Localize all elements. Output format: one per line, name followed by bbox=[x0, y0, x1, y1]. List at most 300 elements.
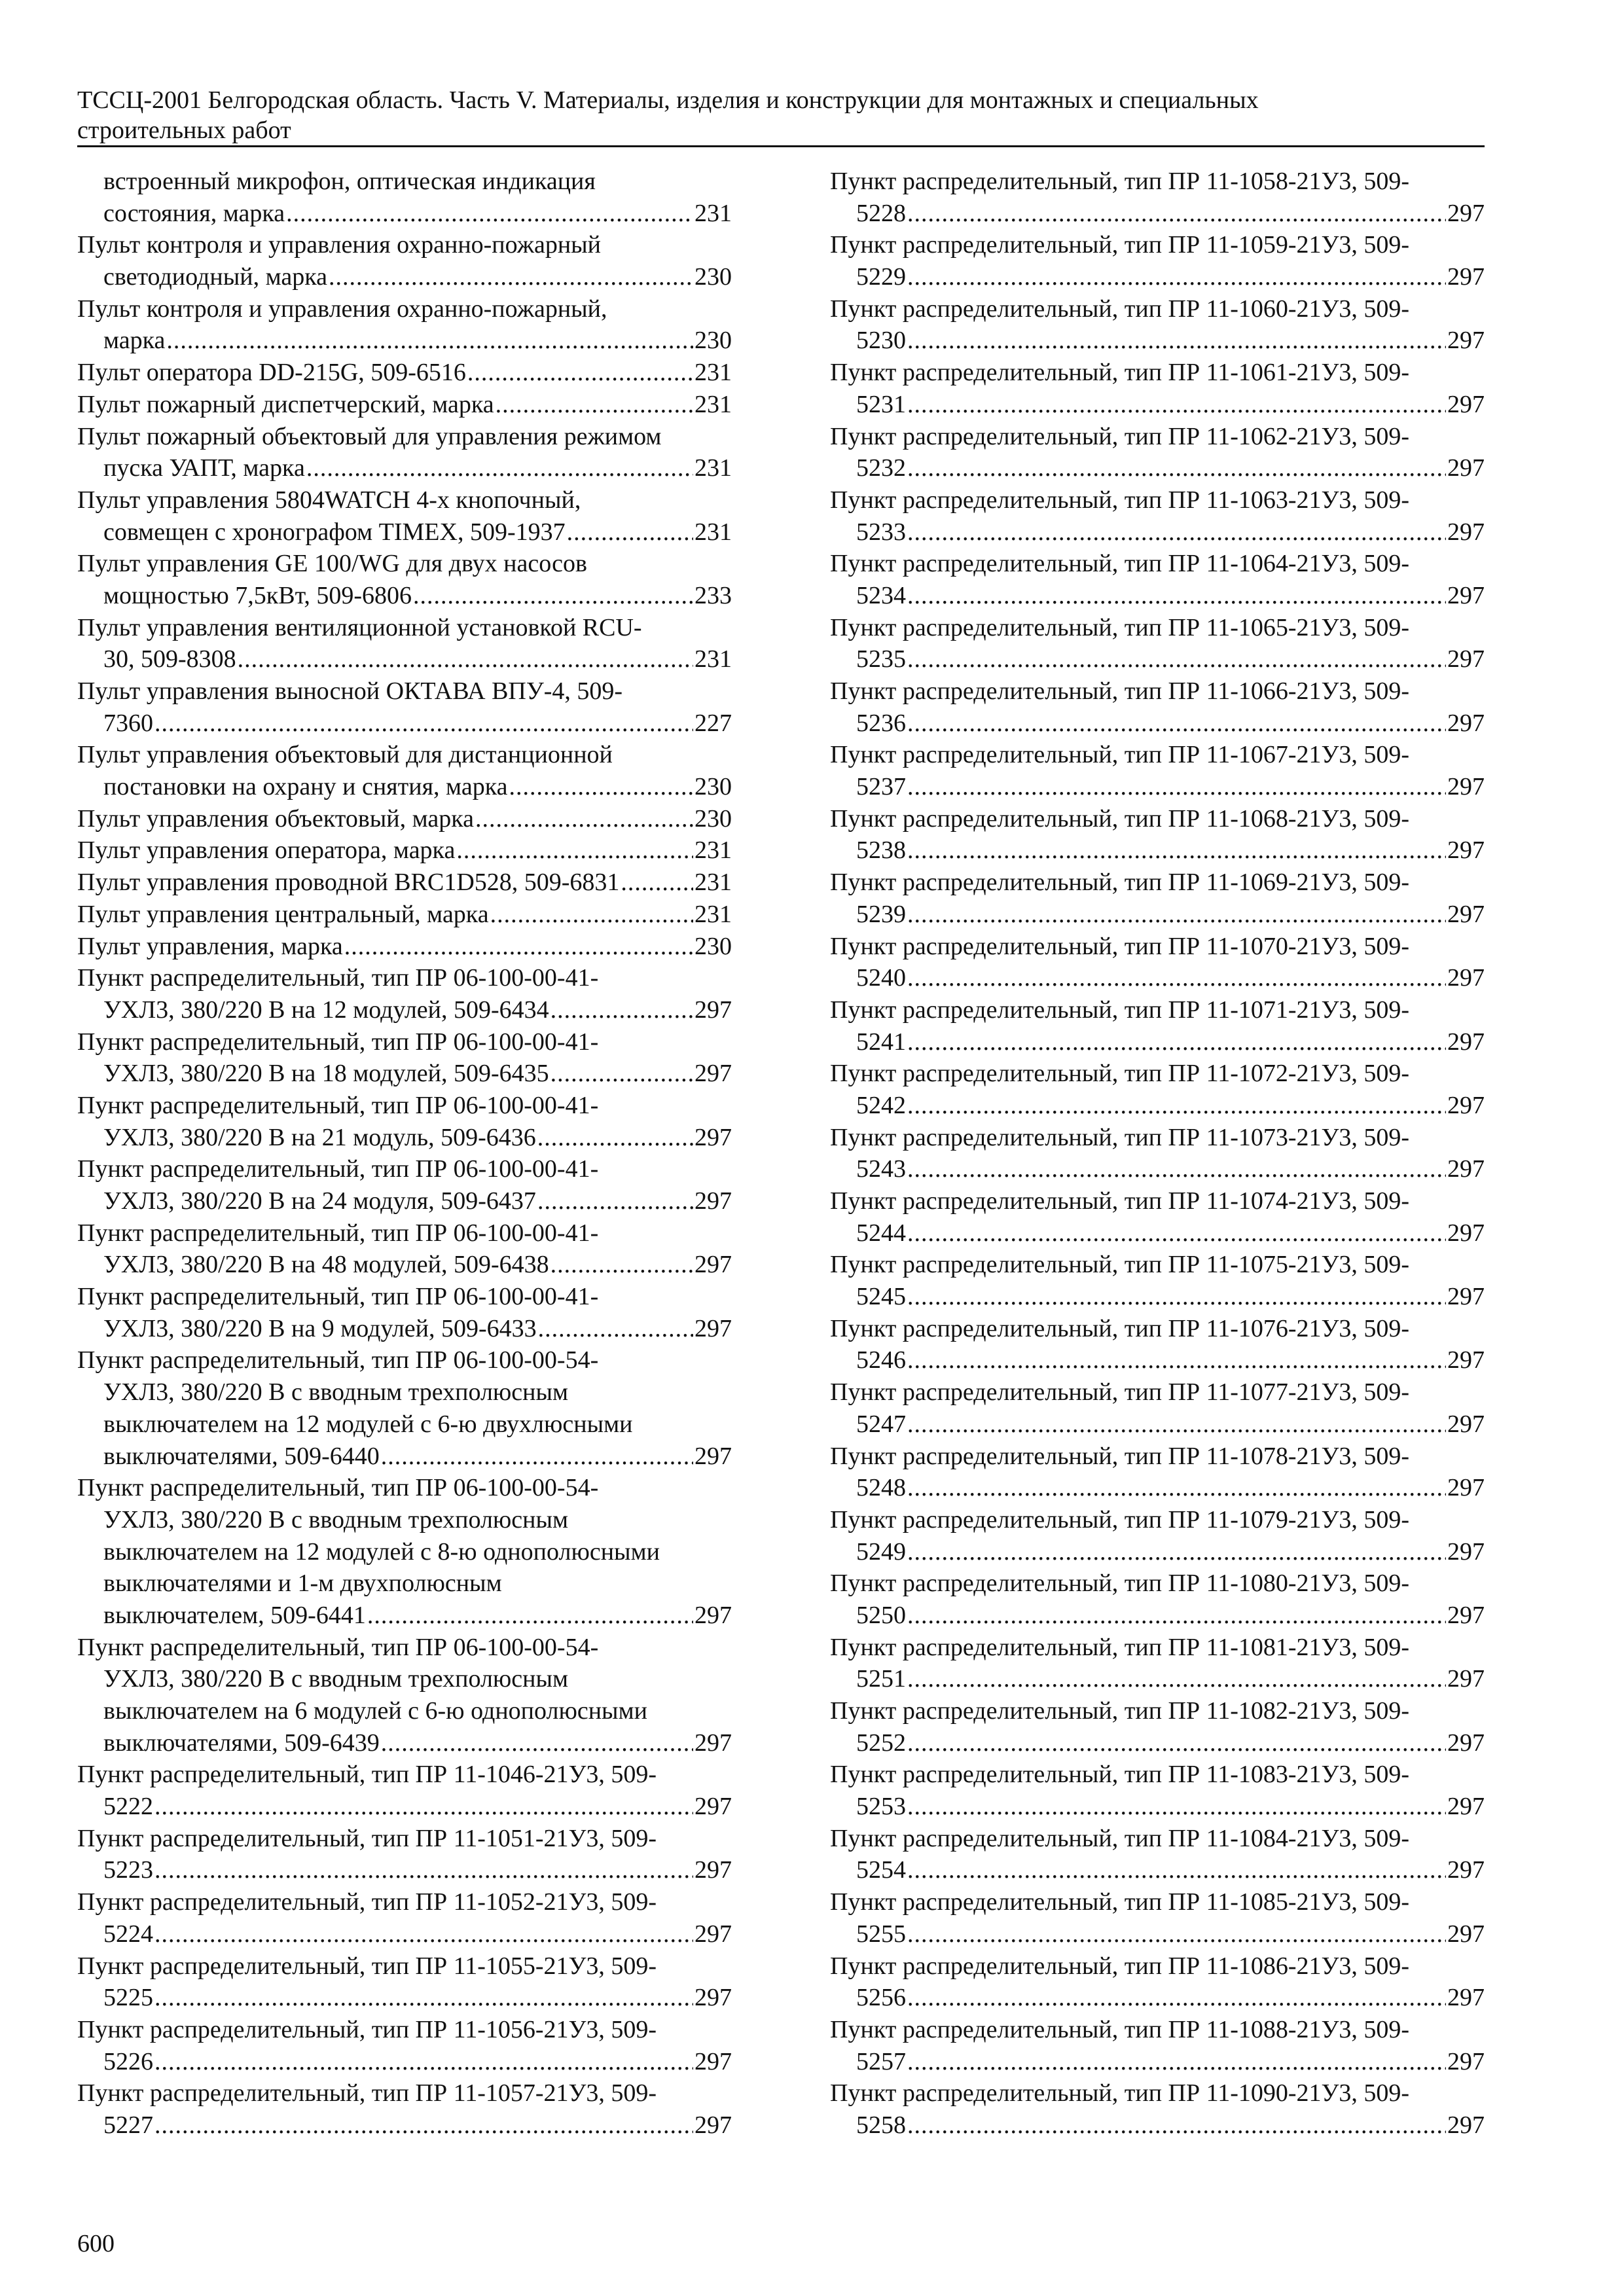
index-entry-page: 297 bbox=[695, 1314, 732, 1342]
dot-leader bbox=[306, 452, 693, 484]
index-entry-text: Пульт пожарный объектовый для управления режимом bbox=[77, 422, 662, 450]
index-entry-line bbox=[830, 1759, 1485, 1791]
index-entry-page: 297 bbox=[695, 1920, 732, 1948]
index-entry-line bbox=[77, 2046, 732, 2078]
index-entry-page: 297 bbox=[695, 1442, 732, 1470]
index-entry-text: Пункт распределительный, тип ПР 06-100-00-41- bbox=[77, 1091, 599, 1119]
index-entry-text: выключателями, 509-6440 bbox=[103, 1442, 380, 1470]
index-entry-line bbox=[830, 1950, 1485, 1982]
index-entry-line bbox=[830, 452, 1485, 484]
index-entry bbox=[830, 931, 1485, 994]
page-number: 600 bbox=[77, 2230, 115, 2257]
index-entry-text: Пульт управления объектовый для дистанционной bbox=[77, 741, 613, 769]
index-entry-text: мощностью 7,5кВт, 509-6806 bbox=[103, 581, 412, 609]
index-entry-page: 230 bbox=[695, 263, 732, 291]
index-entry-line bbox=[830, 899, 1485, 931]
index-entry-line bbox=[830, 675, 1485, 708]
index-entry bbox=[830, 1632, 1485, 1695]
index-entry bbox=[77, 867, 732, 899]
index-entry-line bbox=[830, 1249, 1485, 1281]
index-entry-line bbox=[77, 421, 732, 453]
index-entry-line bbox=[77, 389, 732, 421]
index-entry-text: 5228 bbox=[856, 199, 906, 227]
index-entry-text: выключателем на 12 модулей с 6-ю двухлюсными bbox=[103, 1410, 633, 1438]
index-entry-text: УХЛ3, 380/220 В на 12 модулей, 509-6434 bbox=[103, 996, 549, 1024]
index-entry bbox=[830, 675, 1485, 739]
index-entry-text: 30, 509-8308 bbox=[103, 645, 236, 673]
index-entry-page: 297 bbox=[1447, 2047, 1485, 2075]
dot-leader bbox=[154, 1854, 693, 1886]
index-entry-line bbox=[77, 1441, 732, 1473]
index-entry-text: 5258 bbox=[856, 2111, 906, 2139]
index-entry-line bbox=[77, 1504, 732, 1536]
index-entry bbox=[830, 229, 1485, 293]
index-entry-text: постановки на охрану и снятия, марка bbox=[103, 773, 508, 801]
index-entry bbox=[830, 1313, 1485, 1376]
index-entry-text: 5251 bbox=[856, 1665, 906, 1693]
index-entry-line bbox=[77, 261, 732, 293]
index-entry bbox=[77, 1823, 732, 1886]
dot-leader bbox=[907, 1982, 1446, 2014]
index-entry bbox=[830, 421, 1485, 484]
dot-leader bbox=[154, 2109, 693, 2142]
dot-leader bbox=[154, 1791, 693, 1823]
dot-leader bbox=[154, 708, 693, 740]
index-entry bbox=[830, 1122, 1485, 1185]
index-entry bbox=[830, 166, 1485, 229]
index-entry-line bbox=[830, 421, 1485, 453]
index-entry-page: 231 bbox=[695, 454, 732, 482]
index-entry bbox=[830, 1504, 1485, 1568]
index-entry-line bbox=[77, 1918, 732, 1950]
index-entry-text: Пункт распределительный, тип ПР 11-1084-21У3, 509- bbox=[830, 1824, 1410, 1852]
dot-leader bbox=[907, 389, 1446, 421]
index-entry-text: УХЛ3, 380/220 В на 9 модулей, 509-6433 bbox=[103, 1314, 537, 1342]
index-entry bbox=[830, 1886, 1485, 1950]
dot-leader bbox=[907, 516, 1446, 548]
index-entry-text: Пункт распределительный, тип ПР 11-1067-21У3, 509- bbox=[830, 741, 1410, 769]
index-entry-line bbox=[830, 166, 1485, 198]
index-entry bbox=[830, 612, 1485, 675]
index-entry-page: 297 bbox=[1447, 1665, 1485, 1693]
index-entry-text: Пункт распределительный, тип ПР 11-1077-21У3, 509- bbox=[830, 1378, 1410, 1407]
index-entry-line bbox=[830, 2046, 1485, 2078]
dot-leader bbox=[907, 771, 1446, 803]
index-entry-text: Пункт распределительный, тип ПР 06-100-00-54- bbox=[77, 1346, 599, 1374]
index-entry-text: 5239 bbox=[856, 900, 906, 928]
index-entry-line bbox=[830, 1504, 1485, 1536]
index-entry-line bbox=[830, 803, 1485, 835]
index-entry-page: 297 bbox=[1447, 454, 1485, 482]
index-entry-line bbox=[830, 834, 1485, 867]
index-entry-line bbox=[830, 325, 1485, 357]
index-entry-page: 230 bbox=[695, 773, 732, 801]
index-entry-line bbox=[77, 1727, 732, 1759]
dot-leader bbox=[550, 994, 693, 1026]
index-entry-text: выключателем, 509-6441 bbox=[103, 1601, 366, 1629]
index-entry-text: Пункт распределительный, тип ПР 06-100-00-41- bbox=[77, 1219, 599, 1247]
index-entry-text: выключателями и 1-м двухполюсным bbox=[103, 1570, 502, 1598]
index-entry-page: 297 bbox=[1447, 199, 1485, 227]
index-entry-page: 227 bbox=[695, 709, 732, 737]
index-entry bbox=[77, 1090, 732, 1153]
index-entry-line bbox=[830, 198, 1485, 230]
index-entry bbox=[77, 899, 732, 931]
running-header bbox=[77, 85, 1485, 147]
dot-leader bbox=[467, 357, 693, 389]
index-entry-text: Пункт распределительный, тип ПР 06-100-00-41- bbox=[77, 964, 599, 992]
index-entry-page: 230 bbox=[695, 804, 732, 833]
index-entry bbox=[830, 1185, 1485, 1249]
index-entry-page: 297 bbox=[695, 1856, 732, 1884]
index-entry-text: 5230 bbox=[856, 327, 906, 355]
index-entry-line bbox=[830, 261, 1485, 293]
index-entry bbox=[77, 1886, 732, 1950]
index-entry-page: 297 bbox=[1447, 1155, 1485, 1183]
index-entry-line bbox=[77, 1408, 732, 1441]
index-entry-line bbox=[830, 2014, 1485, 2046]
index-entry-line bbox=[77, 1090, 732, 1122]
index-entry-page: 297 bbox=[695, 1060, 732, 1088]
index-entry-text: 5245 bbox=[856, 1283, 906, 1311]
index-entry bbox=[830, 739, 1485, 802]
index-entry-text: 5238 bbox=[856, 836, 906, 865]
dot-leader bbox=[381, 1727, 693, 1759]
index-entry-line bbox=[830, 931, 1485, 963]
index-entry-text: 5222 bbox=[103, 1793, 153, 1821]
index-entry-line bbox=[830, 1886, 1485, 1918]
index-entry-line bbox=[77, 1376, 732, 1408]
index-entry-text: Пункт распределительный, тип ПР 11-1088-21У3, 509- bbox=[830, 2015, 1410, 2043]
index-entry bbox=[830, 357, 1485, 420]
index-entry-page: 297 bbox=[1447, 1793, 1485, 1821]
running-header-line-2: строительных работ bbox=[77, 117, 291, 144]
index-entry bbox=[77, 931, 732, 963]
index-entry-page: 297 bbox=[1447, 1729, 1485, 1757]
dot-leader bbox=[907, 261, 1446, 293]
index-entry-line bbox=[830, 1854, 1485, 1886]
index-entry-line bbox=[830, 994, 1485, 1026]
index-entry-text: Пульт контроля и управления охранно-пожарный bbox=[77, 231, 602, 259]
index-entry-text: Пункт распределительный, тип ПР 11-1071-21У3, 509- bbox=[830, 996, 1410, 1024]
index-entry-text: Пункт распределительный, тип ПР 11-1090-21У3, 509- bbox=[830, 2079, 1410, 2108]
index-entry bbox=[77, 293, 732, 357]
index-entry-text: 5226 bbox=[103, 2047, 153, 2075]
index-entry-line bbox=[77, 1344, 732, 1376]
index-entry-text: Пункт распределительный, тип ПР 11-1073-21У3, 509- bbox=[830, 1123, 1410, 1151]
index-entry-line bbox=[77, 1281, 732, 1313]
dot-leader bbox=[907, 1026, 1446, 1058]
index-entry-page: 297 bbox=[695, 2047, 732, 2075]
index-entry-text: 5227 bbox=[103, 2111, 153, 2139]
index-entry-page: 297 bbox=[1447, 390, 1485, 418]
index-entry-page: 297 bbox=[1447, 1028, 1485, 1056]
index-entry-line bbox=[77, 2014, 732, 2046]
index-entry-line bbox=[830, 1058, 1485, 1090]
index-entry-line bbox=[830, 1408, 1485, 1441]
index-entry-page: 297 bbox=[1447, 1283, 1485, 1311]
index-entry-text: 5243 bbox=[856, 1155, 906, 1183]
index-entry-line bbox=[830, 962, 1485, 994]
dot-leader bbox=[907, 325, 1446, 357]
index-entry-line bbox=[77, 1854, 732, 1886]
dot-leader bbox=[907, 834, 1446, 867]
index-entry-line bbox=[77, 293, 732, 325]
index-entry-line bbox=[77, 1632, 732, 1664]
index-entry-page: 297 bbox=[1447, 1474, 1485, 1502]
index-entry-line bbox=[830, 1153, 1485, 1185]
dot-leader bbox=[166, 325, 693, 357]
index-entry-line bbox=[830, 1441, 1485, 1473]
index-entry-line bbox=[830, 2109, 1485, 2142]
index-entry-line bbox=[77, 1185, 732, 1217]
index-entry-text: Пункт распределительный, тип ПР 11-1075-21У3, 509- bbox=[830, 1251, 1410, 1279]
index-entry-text: Пункт распределительный, тип ПР 11-1070-21У3, 509- bbox=[830, 932, 1410, 960]
index-entry-text: 5247 bbox=[856, 1410, 906, 1438]
index-entry bbox=[77, 389, 732, 421]
index-entry-text: Пункт распределительный, тип ПР 11-1055-21У3, 509- bbox=[77, 1952, 657, 1980]
index-entry-text: Пункт распределительный, тип ПР 11-1068-21У3, 509- bbox=[830, 804, 1410, 833]
index-entry-line bbox=[830, 1313, 1485, 1345]
index-entry bbox=[77, 1026, 732, 1090]
index-entry-text: 5256 bbox=[856, 1984, 906, 2012]
index-entry-text: 5244 bbox=[856, 1219, 906, 1247]
index-entry-line bbox=[77, 484, 732, 516]
index-entry-line bbox=[77, 229, 732, 261]
dot-leader bbox=[154, 2046, 693, 2078]
dot-leader bbox=[907, 962, 1446, 994]
dot-leader bbox=[238, 643, 693, 675]
index-entry-text: 5255 bbox=[856, 1920, 906, 1948]
index-entry-text: Пульт управления вентиляционной установкой RCU- bbox=[77, 613, 642, 641]
index-entry-text: Пункт распределительный, тип ПР 11-1074-21У3, 509- bbox=[830, 1187, 1410, 1215]
index-entry-text: Пульт оператора DD-215G, 509-6516 bbox=[77, 359, 466, 387]
index-entry-page: 231 bbox=[695, 836, 732, 865]
index-entry-line bbox=[77, 516, 732, 548]
index-entry-text: 5229 bbox=[856, 263, 906, 291]
index-entry-line bbox=[830, 1026, 1485, 1058]
index-entry-text: Пункт распределительный, тип ПР 11-1080-21У3, 509- bbox=[830, 1570, 1410, 1598]
index-entry-line bbox=[77, 994, 732, 1026]
index-entry bbox=[77, 1344, 732, 1472]
index-entry-page: 297 bbox=[1447, 836, 1485, 865]
index-entry bbox=[830, 484, 1485, 548]
index-entry-line bbox=[77, 166, 732, 198]
index-entry-text: УХЛ3, 380/220 В с вводным трехполюсным bbox=[103, 1378, 569, 1407]
index-entry-line bbox=[830, 739, 1485, 771]
dot-leader bbox=[490, 899, 693, 931]
dot-leader bbox=[907, 1600, 1446, 1632]
index-entry-line bbox=[77, 1472, 732, 1504]
index-entry-text: Пункт распределительный, тип ПР 11-1061-21У3, 509- bbox=[830, 359, 1410, 387]
index-entry-text: Пункт распределительный, тип ПР 11-1066-21У3, 509- bbox=[830, 677, 1410, 705]
index-entry bbox=[830, 803, 1485, 867]
index-entry-line bbox=[830, 389, 1485, 421]
index-entry bbox=[77, 675, 732, 739]
index-entry-text: УХЛ3, 380/220 В на 18 модулей, 509-6435 bbox=[103, 1060, 549, 1088]
index-entry-text: Пульт контроля и управления охранно-пожарный, bbox=[77, 295, 607, 323]
index-entry-text: выключателями, 509-6439 bbox=[103, 1729, 380, 1757]
index-entry-line bbox=[77, 1823, 732, 1855]
dot-leader bbox=[907, 1663, 1446, 1695]
index-entry-text: Пункт распределительный, тип ПР 11-1052-21У3, 509- bbox=[77, 1888, 657, 1916]
index-entry-line bbox=[77, 1600, 732, 1632]
index-entry-text: Пункт распределительный, тип ПР 11-1072-21У3, 509- bbox=[830, 1060, 1410, 1088]
index-entry bbox=[77, 421, 732, 484]
index-entry-line bbox=[77, 548, 732, 580]
index-entry-page: 297 bbox=[695, 1793, 732, 1821]
index-entry-text: Пункт распределительный, тип ПР 06-100-00-54- bbox=[77, 1474, 599, 1502]
index-entry-line bbox=[77, 2109, 732, 2142]
dot-leader bbox=[509, 771, 693, 803]
index-entry-text: Пункт распределительный, тип ПР 06-100-00-41- bbox=[77, 1028, 599, 1056]
index-entry-line bbox=[77, 931, 732, 963]
dot-leader bbox=[907, 1727, 1446, 1759]
dot-leader bbox=[413, 580, 693, 612]
index-entry-line bbox=[77, 1153, 732, 1185]
index-entry-text: Пункт распределительный, тип ПР 11-1064-21У3, 509- bbox=[830, 550, 1410, 578]
dot-leader bbox=[907, 580, 1446, 612]
index-entry-text: Пункт распределительный, тип ПР 11-1056-21У3, 509- bbox=[77, 2015, 657, 2043]
dot-leader bbox=[621, 867, 693, 899]
index-entry-page: 297 bbox=[1447, 518, 1485, 546]
index-entry-line bbox=[77, 1026, 732, 1058]
index-entry-line bbox=[830, 771, 1485, 803]
index-entry-line bbox=[830, 580, 1485, 612]
index-entry-text: 7360 bbox=[103, 709, 153, 737]
dot-leader bbox=[381, 1441, 693, 1473]
index-entry-line bbox=[77, 452, 732, 484]
index-entry-line bbox=[77, 1663, 732, 1695]
index-entry-line bbox=[830, 2077, 1485, 2109]
index-entry-page: 230 bbox=[695, 327, 732, 355]
index-entry bbox=[830, 1759, 1485, 1822]
dot-leader bbox=[496, 389, 693, 421]
index-entry-text: Пункт распределительный, тип ПР 11-1083-21У3, 509- bbox=[830, 1761, 1410, 1789]
index-entry bbox=[830, 1568, 1485, 1631]
index-entry-text: Пункт распределительный, тип ПР 06-100-00-41- bbox=[77, 1283, 599, 1311]
index-entry-text: Пункт распределительный, тип ПР 11-1046-21У3, 509- bbox=[77, 1761, 657, 1789]
dot-leader bbox=[907, 2046, 1446, 2078]
index-entry-page: 297 bbox=[1447, 2111, 1485, 2139]
index-entry-text: Пункт распределительный, тип ПР 11-1058-21У3, 509- bbox=[830, 168, 1410, 195]
dot-leader bbox=[537, 1185, 693, 1217]
index-entry-text: Пульт управления оператора, марка bbox=[77, 836, 456, 865]
index-entry-page: 297 bbox=[1447, 263, 1485, 291]
index-entry bbox=[77, 834, 732, 867]
index-entry-line bbox=[77, 771, 732, 803]
index-entry-line bbox=[830, 484, 1485, 516]
index-entry-text: 5237 bbox=[856, 773, 906, 801]
index-entry-line bbox=[830, 1281, 1485, 1313]
dot-leader bbox=[907, 1536, 1446, 1568]
index-entry-text: выключателем на 6 модулей с 6-ю однополюсными bbox=[103, 1697, 647, 1725]
dot-leader bbox=[907, 899, 1446, 931]
index-entry-text: 5250 bbox=[856, 1601, 906, 1629]
index-entry bbox=[830, 2077, 1485, 2141]
index-entry-text: Пункт распределительный, тип ПР 11-1086-21У3, 509- bbox=[830, 1952, 1410, 1980]
index-entry-line bbox=[830, 293, 1485, 325]
index-entry-text: Пункт распределительный, тип ПР 11-1085-21У3, 509- bbox=[830, 1888, 1410, 1916]
index-entry-text: Пункт распределительный, тип ПР 11-1079-21У3, 509- bbox=[830, 1505, 1410, 1534]
index-entry-page: 297 bbox=[1447, 1410, 1485, 1438]
index-entry-text: Пункт распределительный, тип ПР 11-1051-21У3, 509- bbox=[77, 1824, 657, 1852]
index-entry-line bbox=[77, 739, 732, 771]
index-entry-text: Пульт управления GE 100/WG для двух насосов bbox=[77, 550, 587, 578]
index-entry-line bbox=[830, 1632, 1485, 1664]
index-entry-line bbox=[830, 1217, 1485, 1249]
index-entry-page: 297 bbox=[1447, 709, 1485, 737]
index-entry-line bbox=[77, 1982, 732, 2014]
index-entry-text: 5236 bbox=[856, 709, 906, 737]
index-entry-line bbox=[77, 643, 732, 675]
index-entry-page: 231 bbox=[695, 518, 732, 546]
index-entry-page: 297 bbox=[695, 1984, 732, 2012]
dot-leader bbox=[550, 1058, 693, 1090]
index-entry bbox=[830, 1058, 1485, 1121]
index-entry bbox=[830, 2014, 1485, 2077]
dot-leader bbox=[907, 643, 1446, 675]
index-entry bbox=[77, 803, 732, 835]
index-entry bbox=[830, 1950, 1485, 2014]
index-entry-line bbox=[830, 867, 1485, 899]
index-entry-text: 5248 bbox=[856, 1474, 906, 1502]
index-entry-page: 297 bbox=[1447, 1601, 1485, 1629]
index-entry-line bbox=[77, 2077, 732, 2109]
index-entry-text: Пункт распределительный, тип ПР 11-1069-21У3, 509- bbox=[830, 869, 1410, 897]
running-header-line-1: ТССЦ-2001 Белгородская область. Часть V. Материалы, изделия и конструкции для монтажных и специальных bbox=[77, 86, 1259, 114]
index-entry-line bbox=[830, 1090, 1485, 1122]
index-entry-page: 297 bbox=[1447, 1984, 1485, 2012]
index-entry-line bbox=[830, 1982, 1485, 2014]
index-entry-line bbox=[77, 1695, 732, 1727]
index-entry bbox=[77, 1153, 732, 1217]
index-entry bbox=[77, 1217, 732, 1281]
index-entry-line bbox=[77, 834, 732, 867]
dot-leader bbox=[154, 1982, 693, 2014]
dot-leader bbox=[907, 2109, 1446, 2142]
index-entry-page: 231 bbox=[695, 900, 732, 928]
index-entry-line bbox=[830, 1695, 1485, 1727]
index-entry-line bbox=[830, 516, 1485, 548]
index-entry-text: 5235 bbox=[856, 645, 906, 673]
index-entry bbox=[77, 166, 732, 229]
dot-leader bbox=[907, 1918, 1446, 1950]
dot-leader bbox=[907, 1090, 1446, 1122]
index-entry-text: Пункт распределительный, тип ПР 11-1076-21У3, 509- bbox=[830, 1314, 1410, 1342]
dot-leader bbox=[907, 1791, 1446, 1823]
index-entry-text: 5241 bbox=[856, 1028, 906, 1056]
index-entry bbox=[830, 1695, 1485, 1759]
index-entry-text: 5253 bbox=[856, 1793, 906, 1821]
index-entry bbox=[830, 1249, 1485, 1312]
index-entry-page: 297 bbox=[695, 1251, 732, 1279]
index-entry-line bbox=[77, 580, 732, 612]
index-entry bbox=[77, 1632, 732, 1759]
dot-leader bbox=[907, 198, 1446, 230]
index-column-left bbox=[77, 166, 732, 2142]
index-entry-text: светодиодный, марка bbox=[103, 263, 327, 291]
index-entry-page: 231 bbox=[695, 869, 732, 897]
index-entry-page: 297 bbox=[1447, 327, 1485, 355]
index-entry-page: 297 bbox=[695, 1123, 732, 1151]
index-entry-line bbox=[77, 1249, 732, 1281]
index-entry-page: 297 bbox=[1447, 1537, 1485, 1566]
dot-leader bbox=[907, 1281, 1446, 1313]
index-entry-text: 5240 bbox=[856, 964, 906, 992]
index-entry bbox=[77, 484, 732, 548]
index-entry bbox=[77, 1281, 732, 1344]
